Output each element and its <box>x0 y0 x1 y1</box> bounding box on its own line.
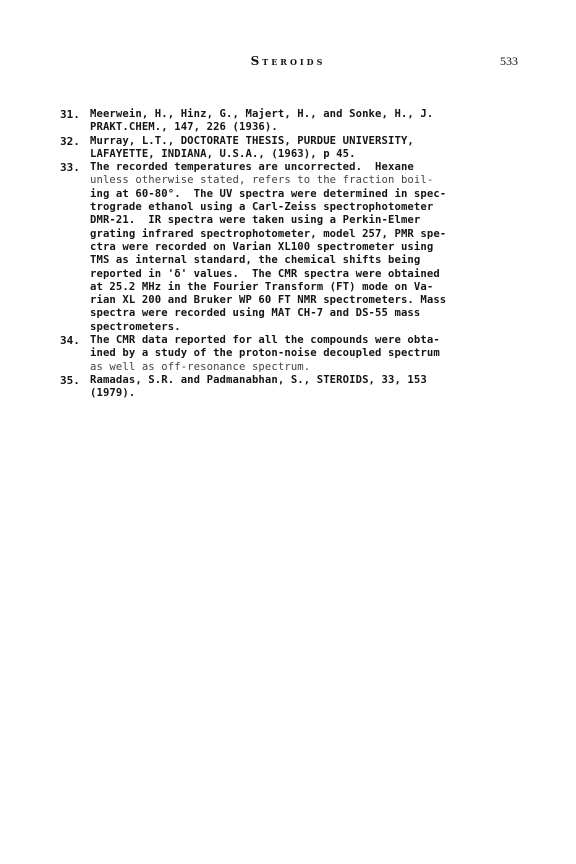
reference-number: 33. <box>60 161 80 175</box>
reference-number: 32. <box>60 134 80 148</box>
page-number: 533 <box>500 54 518 68</box>
reference-line: reported in 'δ' values. The CMR spectra were obtained <box>90 267 440 280</box>
reference-line: Meerwein, H., Hinz, G., Majert, H., and Sonke, H., J. <box>90 108 434 120</box>
reference-line: ing at 60-80°. The UV spectra were determined in spec- <box>90 187 447 200</box>
reference-34 <box>60 334 530 374</box>
reference-line: PRAKT.CHEM., 147, 226 (1936). <box>90 121 278 134</box>
reference-line: ined by a study of the proton-noise decoupled spectrum <box>90 347 440 360</box>
reference-line: The CMR data reported for all the compounds were obta- <box>90 334 440 347</box>
reference-line: ctra were recorded on Varian XL100 spectrometer using <box>90 240 434 253</box>
reference-line: rian XL 200 and Bruker WP 60 FT NMR spectrometers. Mass <box>90 294 447 307</box>
reference-list <box>60 108 530 401</box>
reference-line: unless otherwise stated, refers to the fraction boil- <box>90 174 434 187</box>
reference-line: Murray, L.T., DOCTORATE THESIS, PURDUE UNIVERSITY, <box>90 134 414 147</box>
running-head <box>0 52 576 72</box>
reference-line: trograde ethanol using a Carl-Zeiss spectrophotometer <box>90 201 434 214</box>
reference-33 <box>60 161 530 334</box>
reference-line: spectra were recorded using MAT CH-7 and DS-55 mass <box>90 307 421 320</box>
reference-31 <box>60 108 530 135</box>
reference-number: 34. <box>60 334 80 348</box>
reference-line: LAFAYETTE, INDIANA, U.S.A., (1963), p 45. <box>90 147 356 160</box>
reference-number: 31. <box>60 108 80 121</box>
reference-number: 35. <box>60 373 80 387</box>
reference-line: DMR-21. IR spectra were taken using a Perkin-Elmer <box>90 214 421 227</box>
reference-35 <box>60 374 530 401</box>
reference-line: grating infrared spectrophotometer, model 257, PMR spe- <box>90 227 447 240</box>
reference-line: TMS as internal standard, the chemical shifts being <box>90 254 421 267</box>
reference-32 <box>60 135 530 162</box>
reference-line: The recorded temperatures are uncorrected. Hexane <box>90 161 414 174</box>
reference-line: as well as off-resonance spectrum. <box>90 360 311 373</box>
reference-line: (1979). <box>90 387 136 400</box>
journal-title: Steroids <box>250 54 326 68</box>
reference-line: at 25.2 MHz in the Fourier Transform (FT) mode on Va- <box>90 280 434 293</box>
reference-line: spectrometers. <box>90 320 181 333</box>
reference-line: Ramadas, S.R. and Padmanabhan, S., STEROIDS, 33, 153 <box>90 373 427 386</box>
